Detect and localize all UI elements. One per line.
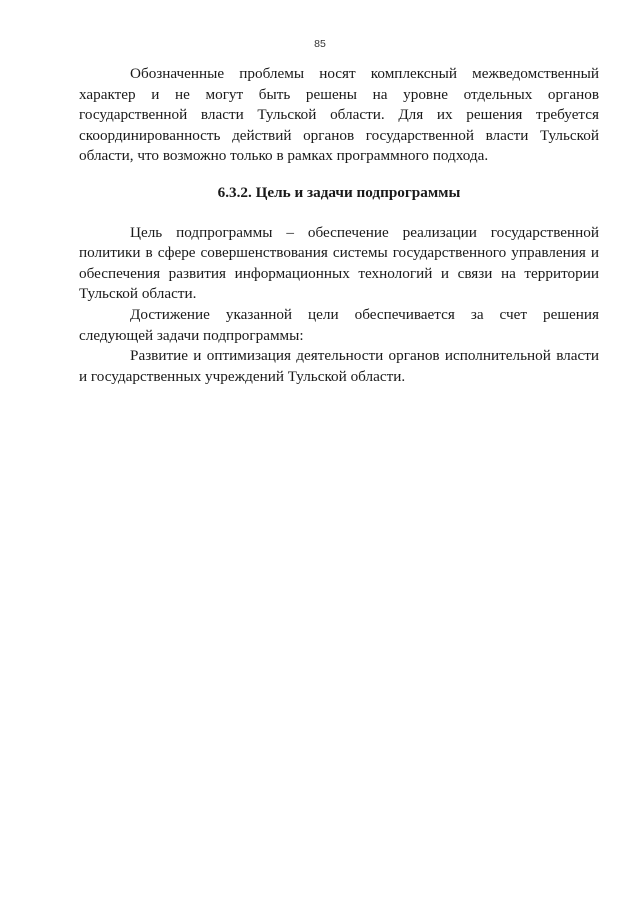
achievement-paragraph: Достижение указанной цели обеспечивается за счет решения следующей задачи подпрограммы: — [79, 305, 599, 344]
task-paragraph: Развитие и оптимизация деятельности органов исполнительной власти и государственных учреждений Тульской области. — [79, 347, 599, 385]
page-number: 85 — [314, 38, 326, 50]
section-heading: 6.3.2. Цель и задачи подпрограммы — [217, 183, 461, 201]
goal-paragraph: Цель подпрограммы – обеспечение реализации государственной политики в сфере совершенствования системы государственного управления и обеспечения развития информационных технологий и связи на территории Тульской области. — [79, 223, 599, 303]
intro-paragraph: Обозначенные проблемы носят комплексный межведомственный характер и не могут быть решены на уровне отдельных органов государственной власти Тульской области. Для их решения требуется скоординированность действий органов государственной власти Тульской области, что возможно только в рамках программного подхода. — [79, 65, 599, 165]
document-body — [79, 64, 599, 387]
